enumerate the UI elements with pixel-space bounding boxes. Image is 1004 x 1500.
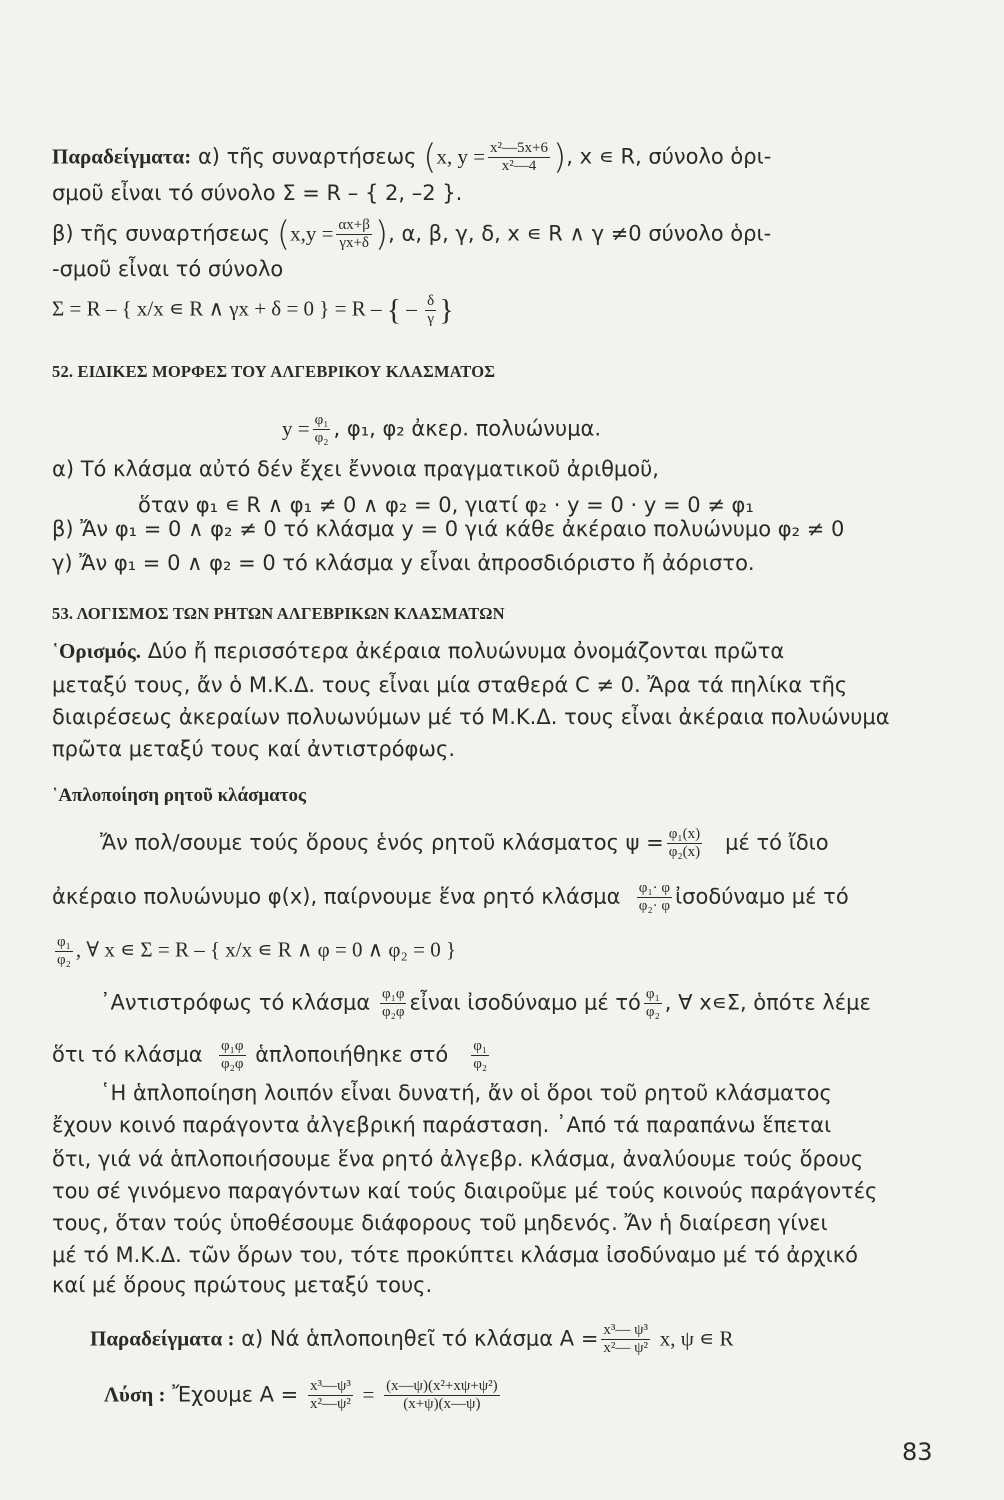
fraction-numerator: φ₁: [57, 934, 71, 950]
fraction-numerator: φ₁· φ: [638, 880, 671, 896]
definition-line-2: μεταξύ τους, ἄν ὁ Μ.Κ.Δ. τους εἶναι μία σταθερά C ≠ 0. Ἄρα τά πηλίκα τῆς: [52, 673, 848, 697]
fraction-numerator: φ₁(x): [668, 826, 701, 842]
example-a-text: α) τῆς συναρτήσεως: [197, 144, 417, 169]
definition-label: ῾Ορισμός.: [52, 639, 142, 663]
example-a-line: [52, 137, 926, 178]
p2-fraction: [637, 880, 672, 915]
fraction-denominator: x²— ψ²: [603, 1340, 649, 1356]
fraction-denominator: (x+ψ)(x—ψ): [403, 1396, 481, 1412]
paragraph-line-7: καί μέ ὅρους πρώτους μεταξύ τους.: [52, 1273, 433, 1297]
example2-a-text: α) Νά ἁπλοποιηθεῖ τό κλάσμα Α =: [241, 1326, 599, 1351]
p4-mid: εἶναι ἰσοδύναμο μέ τό: [409, 990, 641, 1015]
p5-fraction: [219, 1038, 246, 1073]
solution-label: Λύση :: [104, 1382, 166, 1407]
fraction-numerator: φ₁: [473, 1038, 488, 1054]
p4-post: , ∀ x∊Σ, ὁπότε λέμε: [664, 990, 871, 1015]
fraction-numerator: δ: [427, 293, 435, 309]
examples-label: Παραδείγματα:: [52, 144, 192, 169]
fraction-denominator: γx+δ: [339, 235, 369, 251]
p3-fraction: [55, 934, 73, 969]
definition-text: Δύο ἤ περισσότερα ἀκέραια πολυώνυμα ὀνομάζονται πρῶτα: [141, 639, 785, 663]
fraction-denominator: x²—ψ²: [309, 1396, 351, 1412]
fraction-denominator: x²—4: [501, 158, 537, 174]
fraction-numerator: φ₁φ: [381, 986, 405, 1002]
p4-fraction-2: [644, 986, 662, 1021]
fraction-denominator: φ₂φ: [381, 1004, 405, 1020]
close-paren: ): [553, 137, 567, 178]
simplification-heading: ῾Απλοποίηση ρητοῦ κλάσματος: [52, 785, 307, 806]
formula-fraction: [313, 412, 331, 447]
p4-text: ᾿Αντιστρόφως τό κλάσμα: [100, 990, 371, 1015]
simplification-p3: [52, 934, 926, 969]
equals-sign: =: [362, 1382, 375, 1407]
example-b-line: [52, 214, 926, 255]
example-a-fraction: [488, 140, 550, 175]
section-52-c: γ) Ἄν φ₁ = 0 ∧ φ₂ = 0 τό κλάσμα y εἶναι ἀπροσδιόριστο ἤ ἀόριστο.: [52, 551, 755, 575]
section-52-formula: [282, 412, 926, 447]
fraction-numerator: φ₁φ: [220, 1038, 244, 1054]
solution-fraction-2: [384, 1378, 500, 1413]
p1-post: μέ τό ἴδιο: [725, 830, 829, 855]
section-52-b: β) Ἄν φ₁ = 0 ∧ φ₂ ≠ 0 τό κλάσμα y = 0 γιά κάθε ἀκέραιο πολυώνυμο φ₂ ≠ 0: [52, 517, 845, 541]
paragraph-line-6: μέ τό Μ.Κ.Δ. τῶν ὅρων του, τότε προκύπτει κλάσμα ἰσοδύναμο μέ τό ἀρχικό: [52, 1243, 858, 1267]
p5-text: ὅτι τό κλάσμα: [52, 1042, 203, 1067]
examples2-label: Παραδείγματα :: [90, 1326, 235, 1351]
paragraph-line-3: ὅτι, γιά νά ἁπλοποιήσουμε ἕνα ρητό ἀλγεβρ. κλάσμα, ἀναλύουμε τούς ὅρους: [52, 1147, 864, 1171]
section-52-a: α) Τό κλάσμα αὐτό δέν ἔχει ἔννοια πραγματικοῦ ἀριθμοῦ,: [52, 457, 659, 481]
definition-line-4: πρῶτα μεταξύ τους καί ἀντιστρόφως.: [52, 737, 455, 761]
fraction-numerator: x³— ψ³: [603, 1322, 649, 1338]
simplification-p4: [100, 986, 926, 1021]
example2-a-line: [90, 1322, 926, 1357]
solution-fraction-1: [308, 1378, 353, 1413]
section-53-heading: 53. ΛΟΓΙΣΜΟΣ ΤΩΝ ΡΗΤΩΝ ΑΛΓΕΒΡΙΚΩΝ ΚΛΑΣΜΑΤΩΝ: [52, 604, 505, 623]
p2-text: ἀκέραιο πολυώνυμο φ(x), παίρνουμε ἕνα ρητό κλάσμα: [52, 884, 621, 909]
fraction-numerator: (x—ψ)(x²+xψ+ψ²): [386, 1378, 498, 1394]
fraction-denominator: φ₂· φ: [638, 898, 671, 914]
simplification-p1: [100, 826, 926, 861]
section-52-heading: 52. ΕΙΔΙΚΕΣ ΜΟΡΦΕΣ ΤΟΥ ΑΛΓΕΒΡΙΚΟΥ ΚΛΑΣΜΑΤΟΣ: [52, 362, 496, 381]
example2-a-post: x, ψ ∊ R: [659, 1326, 734, 1351]
example-a-post: , x ∊ R, σύνολο ὁρι-: [566, 144, 772, 169]
definition-line-1: [52, 636, 926, 666]
p3-post: , ∀ x ∊ Σ = R – { x/x ∊ R ∧ φ = 0 ∧ φ₂ = 0 }: [75, 937, 457, 962]
close-brace: }: [439, 293, 454, 327]
close-paren: ): [374, 214, 389, 255]
p5-fraction-2: [471, 1038, 489, 1073]
set-expression: Σ = R – { x/x ∊ R ∧ γx + δ = 0 } = R –: [52, 296, 382, 321]
example2-a-fraction: [601, 1322, 650, 1357]
fraction-denominator: φ₂φ: [220, 1056, 244, 1072]
example-b-fraction: [336, 217, 371, 252]
page-number: 83: [902, 1438, 933, 1466]
fraction-denominator: φ₂: [314, 430, 329, 446]
formula-lhs: y =: [282, 416, 310, 441]
example-a-domain: σμοῦ εἶναι τό σύνολο Σ = R – { 2, –2 }.: [52, 181, 463, 205]
paragraph-line-1: ῾Η ἁπλοποίηση λοιπόν εἶναι δυνατή, ἄν οἱ ὅροι τοῦ ρητοῦ κλάσματος: [100, 1081, 832, 1105]
paragraph-line-5: τους, ὅταν τούς ὑποθέσουμε διάφορους τοῦ μηδενός. Ἄν ἡ διαίρεση γίνει: [52, 1211, 828, 1235]
fraction-numerator: φ₁: [645, 986, 660, 1002]
example-b-func-lhs: x,y =: [290, 221, 334, 246]
section-52-a-condition: ὅταν φ₁ ∊ R ∧ φ₁ ≠ 0 ∧ φ₂ = 0, γιατί φ₂ · y = 0 · y = 0 ≠ φ₁: [138, 493, 754, 517]
p2-post: ἰσοδύναμο μέ τό: [675, 884, 849, 909]
example-b-set: Σ = R – { x/x ∊ R ∧ γx + δ = 0 } = R – { – $\frac{\delta}{\gamma}$ }: [52, 293, 454, 327]
fraction-denominator: φ₂(x): [668, 844, 701, 860]
solution-text: Ἔχουμε Α =: [172, 1382, 299, 1407]
solution-line: [104, 1378, 926, 1413]
example-b-text: β) τῆς συναρτήσεως: [52, 221, 271, 246]
fraction-numerator: φ₁: [314, 412, 329, 428]
example-b-post: , α, β, γ, δ, x ∊ R ∧ γ ≠0 σύνολο ὁρι-: [388, 221, 772, 246]
fraction-denominator: φ₂: [57, 952, 71, 968]
p5-mid: ἁπλοποιήθηκε στό: [255, 1042, 449, 1067]
simplification-p2: [52, 880, 926, 915]
open-paren: (: [423, 137, 437, 178]
fraction-denominator: φ₂: [645, 1004, 660, 1020]
open-paren: (: [276, 214, 291, 255]
p1-fraction: [667, 826, 702, 861]
set-fraction: [425, 293, 436, 328]
fraction-numerator: x³—ψ³: [309, 1378, 351, 1394]
paragraph-line-4: του σέ γινόμενο παραγόντων καί τούς διαιροῦμε μέ τούς κοινούς παράγοντές: [52, 1179, 878, 1203]
formula-post: , φ₁, φ₂ ἀκερ. πολυώνυμα.: [333, 416, 602, 441]
example-a-func-lhs: x, y =: [436, 144, 486, 169]
p1-text: Ἄν πολ/σουμε τούς ὅρους ἑνός ρητοῦ κλάσματος ψ =: [100, 830, 664, 855]
paragraph-line-2: ἔχουν κοινό παράγοντα ἀλγεβρική παράσταση. ᾿Από τά παραπάνω ἕπεται: [52, 1113, 832, 1137]
open-brace: {: [386, 293, 402, 327]
example-b-domain-label: -σμοῦ εἶναι τό σύνολο: [52, 257, 284, 281]
simplification-p5: [52, 1038, 926, 1073]
fraction-denominator: γ: [427, 311, 434, 327]
fraction-numerator: x²—5x+6: [490, 140, 549, 156]
fraction-numerator: αx+β: [338, 217, 370, 233]
definition-line-3: διαιρέσεως ἀκεραίων πολυωνύμων μέ τό Μ.Κ.Δ. τους εἶναι ἀκέραια πολυώνυμα: [52, 705, 890, 729]
fraction-denominator: φ₂: [473, 1056, 488, 1072]
p4-fraction: [380, 986, 407, 1021]
